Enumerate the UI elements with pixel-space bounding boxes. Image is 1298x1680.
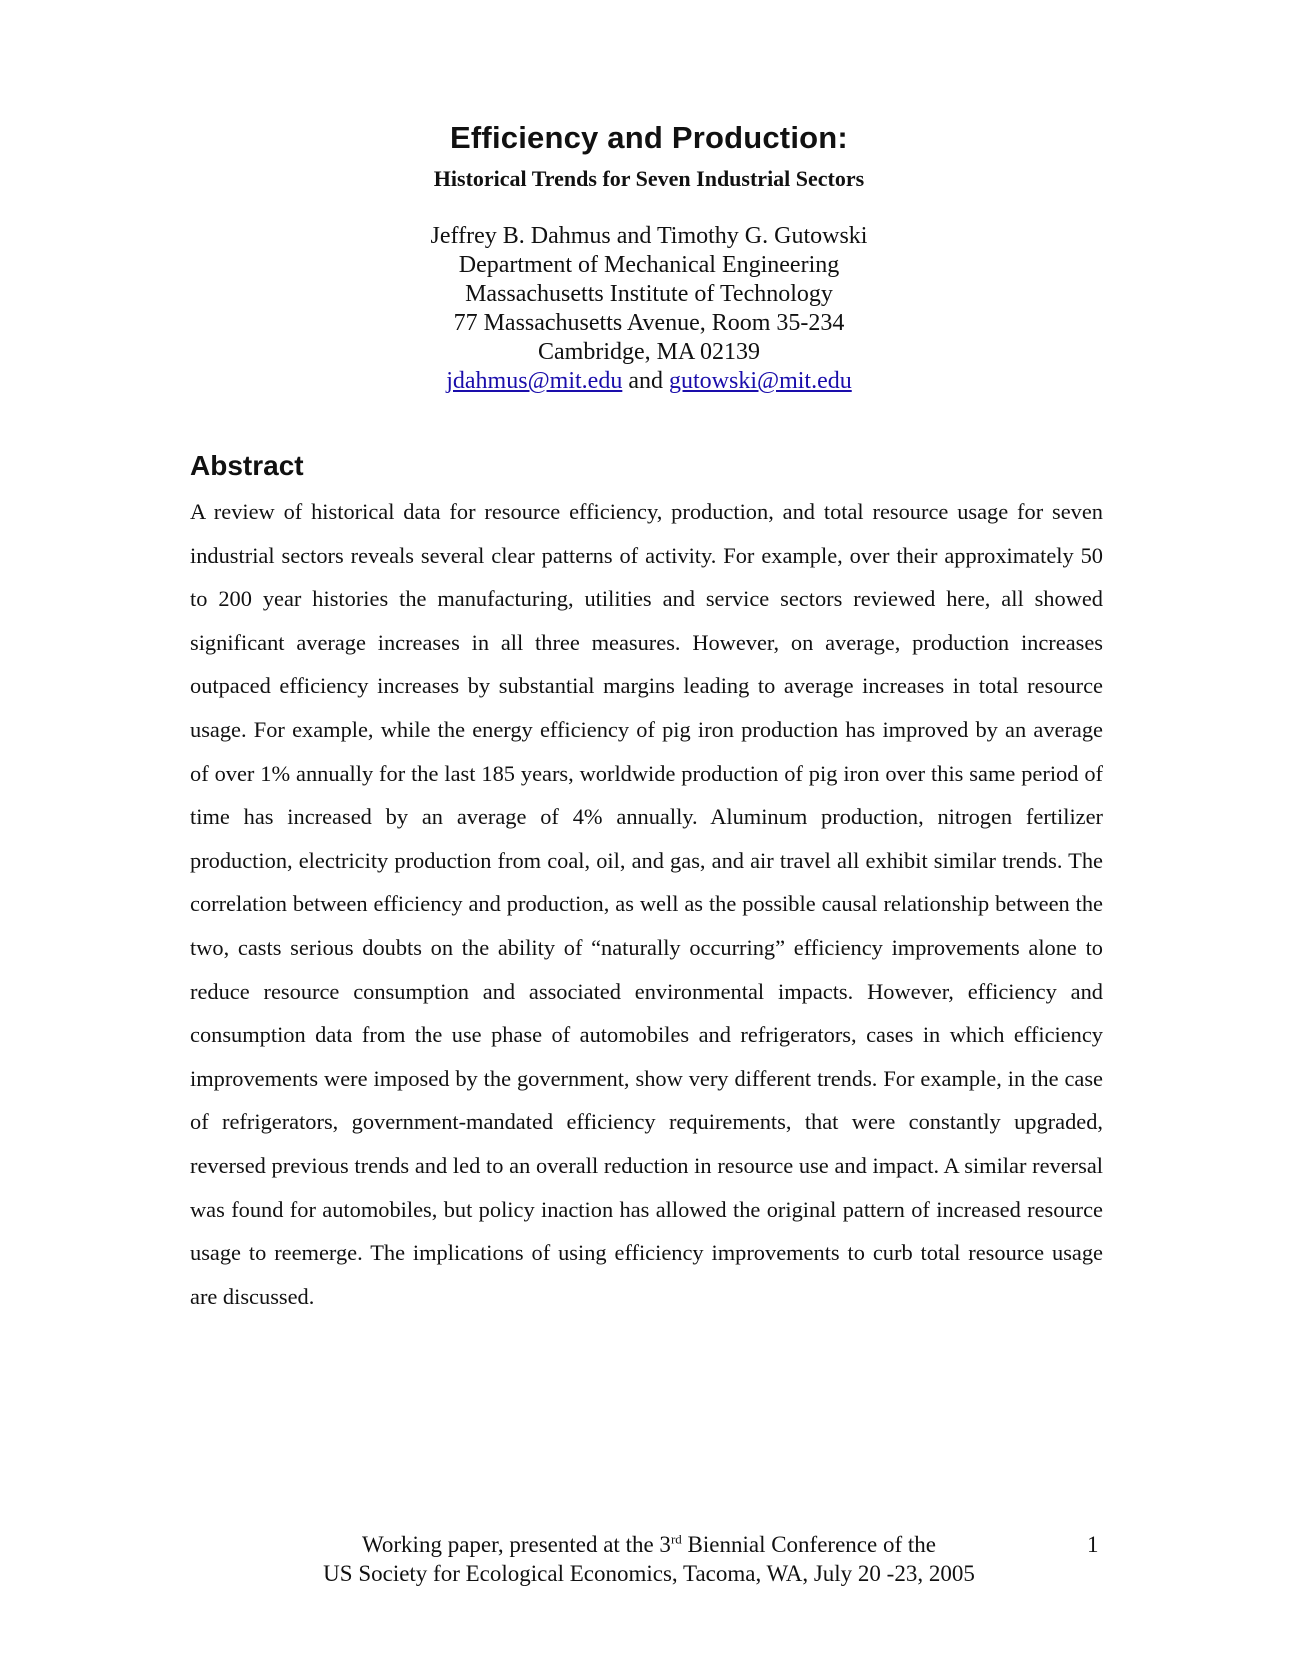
footer-line-1-suffix: Biennial Conference of the <box>681 1532 936 1557</box>
paper-subtitle: Historical Trends for Seven Industrial Sectors <box>433 166 865 191</box>
footer-line-1-prefix: Working paper, presented at the 3 <box>362 1532 671 1557</box>
author-emails <box>0 367 1298 396</box>
author-city: Cambridge, MA 02139 <box>538 339 760 365</box>
author-institution: Massachusetts Institute of Technology <box>465 281 833 307</box>
paper-title: Efficiency and Production: <box>450 120 848 155</box>
author-names: Jeffrey B. Dahmus and Timothy G. Gutowski <box>430 223 868 249</box>
page-number: 1 <box>1087 1532 1099 1557</box>
email-joiner: and <box>622 368 669 394</box>
footer-ordinal-superscript: rd <box>670 1531 682 1547</box>
author-block <box>0 222 1298 396</box>
abstract-heading: Abstract <box>190 450 304 481</box>
page-footer <box>0 1530 1298 1588</box>
footer-line-1 <box>0 1530 1298 1559</box>
footer-line-2: US Society for Ecological Economics, Tacoma, WA, July 20 -23, 2005 <box>323 1561 975 1586</box>
author-department: Department of Mechanical Engineering <box>458 252 840 278</box>
email-link-gutowski[interactable]: gutowski@mit.edu <box>668 368 852 394</box>
email-link-dahmus[interactable]: jdahmus@mit.edu <box>446 368 623 394</box>
abstract-paragraph: A review of historical data for resource efficiency, production, and total resource usage for seven industrial sectors reveals several clear patterns of activity. For example, over their approximately 50 to 200 year histories the manufacturing, utilities and service sectors reviewed here, all showed significant average increases in all three measures. However, on average, production increases outpaced efficiency increases by substantial margins leading to average increases in total resource usage. For example, while the energy efficiency of pig iron production has improved by an average of over 1% annually for the last 185 years, worldwide production of pig iron over this same period of time has increased by an average of 4% annually. Aluminum production, nitrogen fertilizer production, electricity production from coal, oil, and gas, and air travel all exhibit similar trends. The correlation between efficiency and production, as well as the possible causal relationship between the two, casts serious doubts on the ability of “naturally occurring” efficiency improvements alone to reduce resource consumption and associated environmental impacts. However, efficiency and consumption data from the use phase of automobiles and refrigerators, cases in which efficiency improvements were imposed by the government, show very different trends. For example, in the case of refrigerators, government-mandated efficiency requirements, that were constantly upgraded, reversed previous trends and led to an overall reduction in resource use and impact. A similar reversal was found for automobiles, but policy inaction has allowed the original pattern of increased resource usage to reemerge. The implications of using efficiency improvements to curb total resource usage are discussed. <box>190 499 1103 1309</box>
author-street-address: 77 Massachusetts Avenue, Room 35-234 <box>453 310 845 336</box>
